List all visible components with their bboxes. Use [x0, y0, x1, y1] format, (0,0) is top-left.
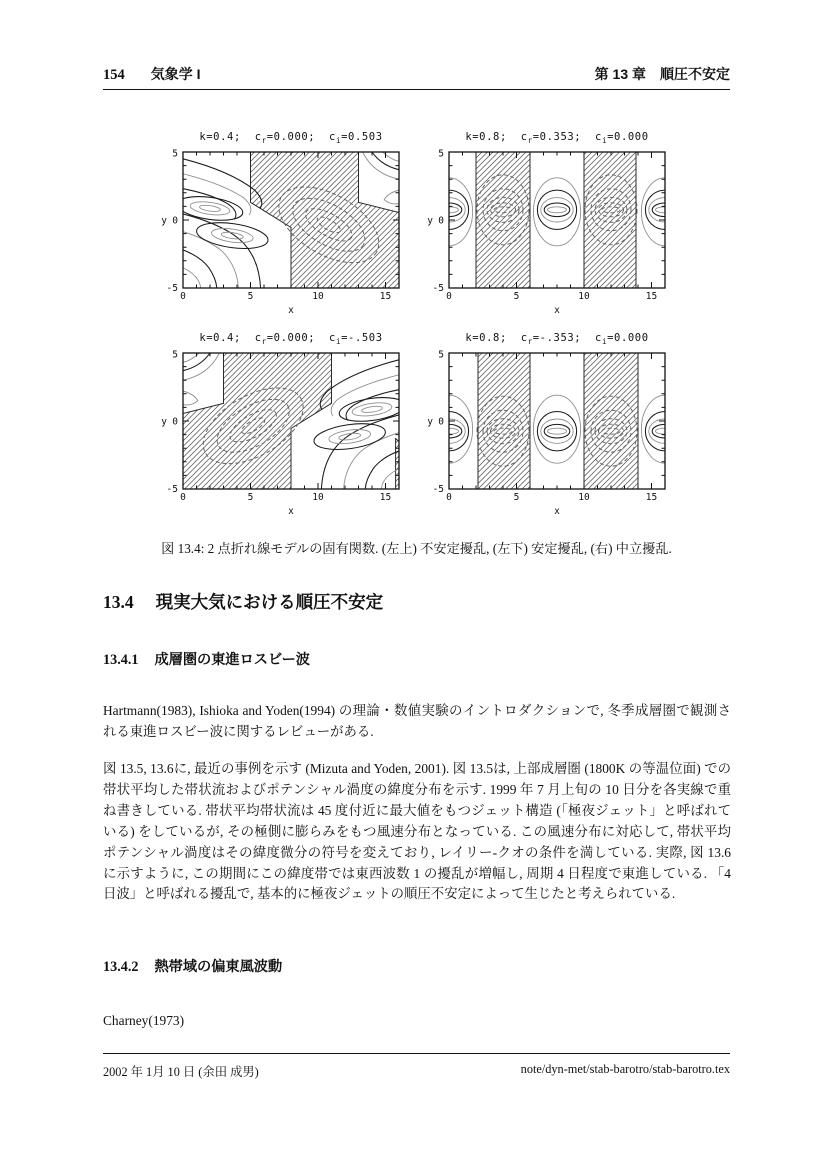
- y-tick-5: 5: [172, 148, 178, 160]
- y-tick-5: 5: [172, 349, 178, 361]
- x-tick-0: 0: [446, 291, 452, 302]
- negative-region-hatch: [251, 152, 400, 288]
- page-header: [103, 64, 730, 90]
- body-paragraph-3: Charney(1973): [103, 1013, 185, 1028]
- y-axis-label: y: [161, 215, 167, 227]
- x-tick-5: 5: [513, 492, 520, 503]
- unstable-mode-contours: [176, 152, 399, 288]
- plot-title-top-right: k=0.8; $c_r=0.353$; $c_i=0.000$: [465, 131, 649, 146]
- plot-area: [176, 152, 399, 288]
- y-tick-m5: -5: [166, 283, 178, 294]
- y-tick-m5: -5: [432, 484, 444, 495]
- contour-chart-bottom-left: [155, 347, 405, 515]
- contour-plot-bottom-left: [155, 332, 405, 520]
- x-tick-15: 15: [379, 492, 392, 503]
- subsection-title: 熱帯域の偏東風波動: [154, 959, 283, 975]
- x-tick-0: 0: [180, 291, 186, 302]
- x-tick-15: 15: [645, 492, 658, 503]
- y-tick-0: 0: [438, 215, 444, 227]
- body-paragraph-2: 図 13.5, 13.6に, 最近の事例を示す (Mizuta and Yoden, 2001). 図 13.5は, 上部成層圏 (1800K の等温位面) での帯状平均した帯状流およびポテンシャル渦度の緯度分布を示す. 1999 年 7 月上旬の 10 日分を各実線で重ね書きしている. 帯状平均帯状流は 45 度付近に最大値をもつジェット構造 (「極夜ジェット」と呼ばれている) をしているが, その極側に膨らみをもつ風速分布となっている. この風速分布に対応して, 帯状平均ポテンシャル渦度はその緯度微分の符号を変えており, レイリー-クオの条件を満している. 実際, 図 13.6 に示すように, この期間にこの緯度帯では東西波数 1 の擾乱が増幅し, 周期 4 日程度で東進している. 「4 日波」と呼ばれる擾乱で, 基本的に極夜ジェットの順圧不安定によって生じたと考えられている.: [103, 761, 731, 902]
- x-axis-label: x: [288, 506, 294, 515]
- x-tick-0: 0: [446, 492, 452, 503]
- x-tick-15: 15: [645, 291, 658, 302]
- chapter-title: 第 13 章 順圧不安定: [594, 66, 730, 82]
- y-axis-label: y: [427, 416, 433, 428]
- y-axis-label: y: [427, 215, 433, 227]
- x-tick-5: 5: [247, 291, 254, 302]
- x-tick-0: 0: [180, 492, 186, 503]
- section-heading-13-4: [103, 589, 383, 614]
- x-tick-10: 10: [312, 492, 324, 503]
- footer-date: 2002 年 1月 10 日 (余田 成男): [103, 1065, 259, 1079]
- x-tick-5: 5: [513, 291, 520, 302]
- plot-title-top-left: k=0.4; $c_r=0.000$; $c_i=0.503$: [199, 131, 383, 146]
- x-tick-5: 5: [247, 492, 254, 503]
- negative-region-hatch: [183, 353, 332, 489]
- negative-band-hatch: [476, 152, 530, 288]
- negative-band-hatch: [584, 152, 636, 288]
- course-title: 気象学 I: [150, 66, 201, 82]
- plot-title-bottom-right: k=0.8; $c_r=-.353$; $c_i=0.000$: [465, 332, 649, 347]
- body-paragraph-1: Hartmann(1983), Ishioka and Yoden(1994) の理論・数値実験のイントロダクションで, 冬季成層圏で観測される東進ロスビー波に関するレビューがある.: [103, 703, 731, 739]
- y-axis-label: y: [161, 416, 167, 428]
- contour-chart-top-right: [421, 146, 671, 314]
- page-number: 154: [103, 67, 125, 83]
- x-axis-label: x: [554, 305, 560, 314]
- y-tick-m5: -5: [432, 283, 444, 294]
- section-title: 現実大気における順圧不安定: [155, 592, 384, 612]
- subsection-heading-13-4-1: [103, 649, 310, 669]
- y-tick-0: 0: [172, 416, 178, 428]
- contour-chart-bottom-right: [421, 347, 671, 515]
- footer-source-path: note/dyn-met/stab-barotro/stab-barotro.tex: [520, 1062, 730, 1076]
- cell-x16: [641, 178, 671, 246]
- x-axis-label: x: [288, 305, 294, 314]
- x-tick-10: 10: [312, 291, 324, 302]
- x-tick-15: 15: [379, 291, 392, 302]
- x-axis-label: x: [554, 506, 560, 515]
- figure-13-4: [155, 131, 671, 520]
- subsection-number: 13.4.1: [103, 652, 139, 668]
- stable-mode-contours: [183, 353, 405, 489]
- y-tick-0: 0: [172, 215, 178, 227]
- y-tick-0: 0: [438, 416, 444, 428]
- contour-plot-top-left: [155, 131, 405, 319]
- subsection-title: 成層圏の東進ロスビー波: [154, 652, 310, 668]
- y-tick-5: 5: [438, 148, 444, 160]
- plot-title-bottom-left: k=0.4; $c_r=0.000$; $c_i=-.503$: [199, 332, 383, 347]
- subsection-number: 13.4.2: [103, 959, 139, 975]
- y-tick-m5: -5: [166, 484, 178, 495]
- cell-x8: [533, 178, 580, 246]
- contour-chart-top-left: [155, 146, 405, 314]
- contour-plot-bottom-right: [421, 332, 671, 520]
- figure-caption: 図 13.4: 2 点折れ線モデルの固有関数. (左上) 不安定擾乱, (左下) 安定擾乱, (右) 中立擾乱.: [161, 541, 672, 556]
- section-number: 13.4: [103, 592, 134, 612]
- plot-area: [425, 152, 671, 288]
- contour-plot-top-right: [421, 131, 671, 319]
- plot-area: [425, 353, 671, 489]
- y-tick-5: 5: [438, 349, 444, 361]
- subsection-heading-13-4-2: [103, 956, 282, 976]
- plot-area: [183, 353, 405, 489]
- neutral-mode-contours: [425, 152, 671, 288]
- x-tick-10: 10: [578, 492, 590, 503]
- x-tick-10: 10: [578, 291, 590, 302]
- page-footer: [103, 1053, 730, 1080]
